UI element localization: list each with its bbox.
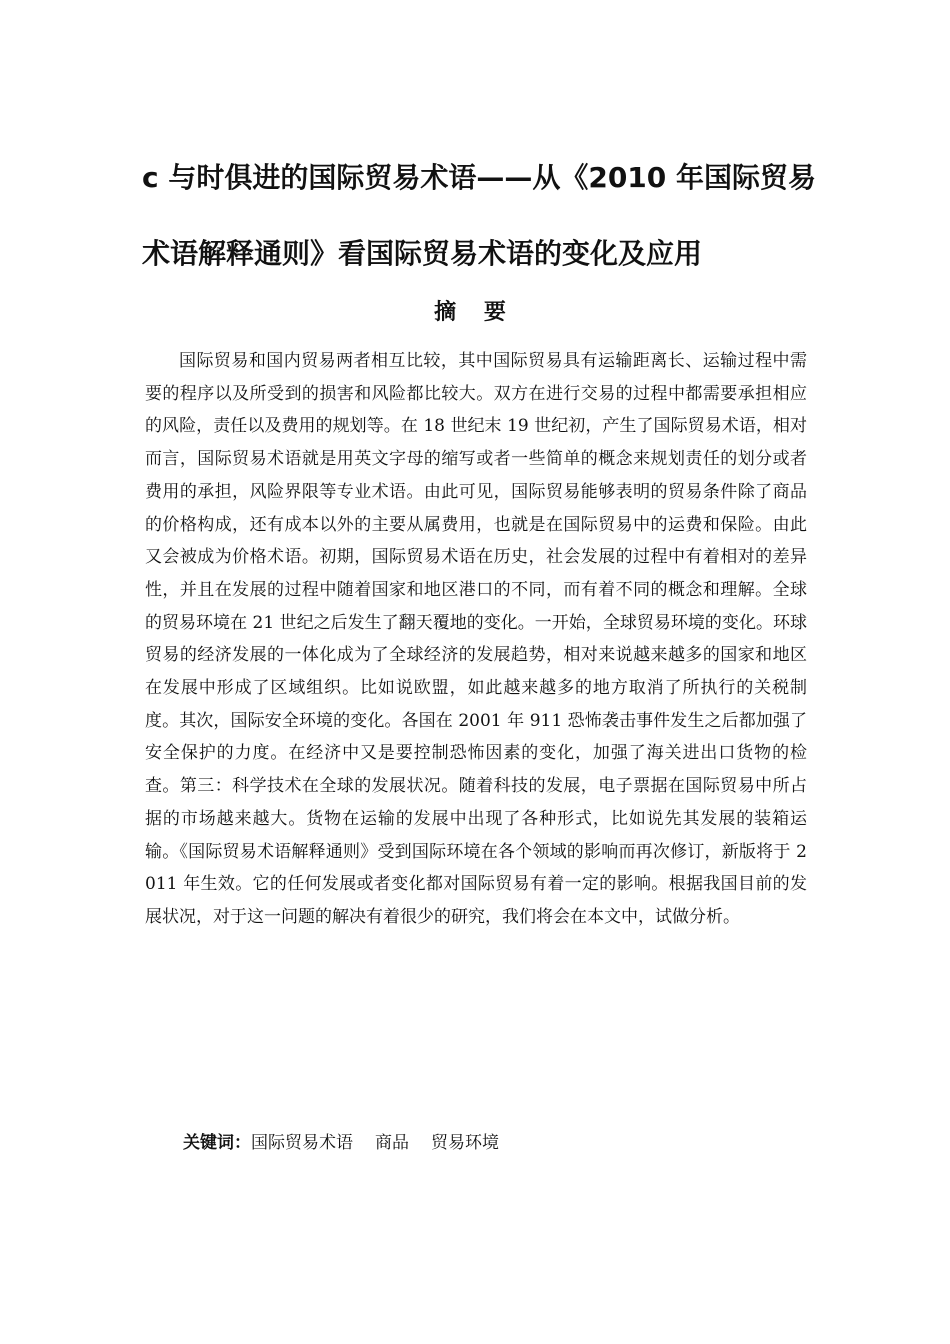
abstract-body: 国际贸易和国内贸易两者相互比较，其中国际贸易具有运输距离长、运输过程中需要的程序以及所受到的损害和风险都比较大。双方在进行交易的过程中都需要承担相应的风险，责任以及费用的规划等。在 18 世纪末 19 世纪初，产生了国际贸易术语，相对而言，国际贸易术语就是用英文字母的缩写或者一些简单的概念来规划责任的划分或者费用的承担，风险界限等专业术语。由此可见，国际贸易能够表明的贸易条件除了商品的价格构成，还有成本以外的主要从属费用，也就是在国际贸易中的运费和保险。由此又会被成为价格术语。初期，国际贸易术语在历史，社会发展的过程中有着相对的差异性，并且在发展的过程中随着国家和地区港口的不同，而有着不同的概念和理解。全球的贸易环境在 21 世纪之后发生了翻天覆地的变化。一开始，全球贸易环境的变化。环球贸易的经济发展的一体化成为了全球经济的发展趋势，相对来说越来越多的国家和地区在发展中形成了区域组织。比如说欧盟，如此越来越多的地方取消了所执行的关税制度。其次，国际安全环境的变化。各国在 2001 年 911 恐怖袭击事件发生之后都加强了安全保护的力度。在经济中又是要控制恐怖因素的变化，加强了海关进出口货物的检查。第三：科学技术在全球的发展状况。随着科技的发展，电子票据在国际贸易中所占据的市场越来越大。货物在运输的发展中出现了各种形式，比如说先其发展的装箱运输。《国际贸易术语解释通则》受到国际环境在各个领域的影响而再次修订，新版将于 2011 年生效。它的任何发展或者变化都对国际贸易有着一定的影响。根据我国目前的发展状况，对于这一问题的解决有着很少的研究，我们将会在本文中，试做分析。: [145, 351, 807, 927]
abstract-heading: 摘 要: [434, 300, 516, 325]
keyword-item: 贸易环境: [431, 1133, 499, 1153]
title-line-1: c 与时俱进的国际贸易术语——从《2010 年国际贸易: [142, 161, 817, 194]
keyword-item: 国际贸易术语: [251, 1133, 353, 1153]
keywords-line: [183, 1128, 521, 1158]
keyword-item: 商品: [375, 1133, 409, 1153]
keywords-label: 关键词：: [183, 1133, 251, 1153]
document-title: [142, 140, 822, 292]
title-line-2: 术语解释通则》看国际贸易术语的变化及应用: [142, 237, 703, 270]
